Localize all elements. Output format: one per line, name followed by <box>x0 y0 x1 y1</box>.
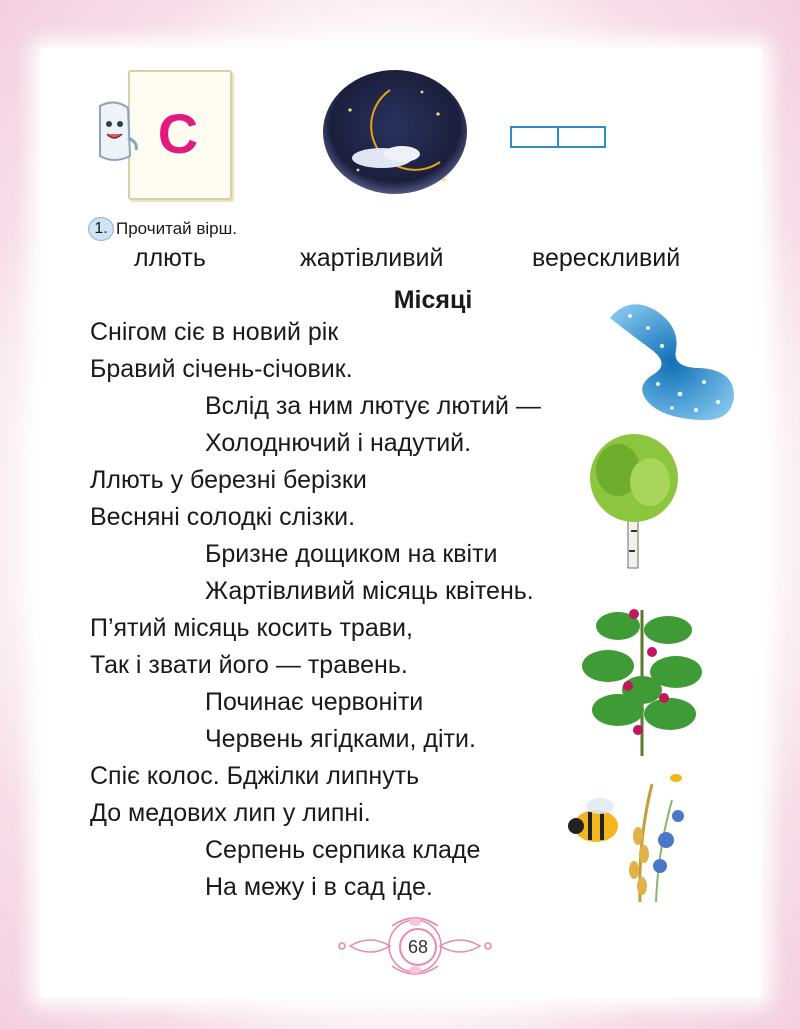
scheme-cell <box>559 126 606 148</box>
poem-line: До медових лип у липні. <box>90 799 371 827</box>
poem-line: Червень ягідками, діти. <box>205 725 476 753</box>
poem-line: Спіє колос. Бджілки липнуть <box>90 762 420 790</box>
task-number-badge: 1. <box>88 217 114 241</box>
page-number: 68 <box>399 928 437 966</box>
word-scheme <box>510 126 606 146</box>
poem-line: Бравий січень-січовик. <box>90 355 353 383</box>
poem-line: Серпень серпика кладе <box>205 836 481 864</box>
poem-line: Весняні солодкі слізки. <box>90 503 356 531</box>
poem-line: Так і звати його — травень. <box>90 651 408 679</box>
vocab-word: ллють <box>134 244 206 272</box>
letter-s: С <box>157 102 199 165</box>
poem-line: Снігом сіє в новий рік <box>90 318 339 346</box>
raspberry-bush-icon <box>578 590 706 758</box>
poem-line: Холоднючий і надутий. <box>205 429 472 457</box>
vocab-word: жартівливий <box>300 244 444 272</box>
poem-line: На межу і в сад іде. <box>205 873 433 901</box>
task-instruction <box>88 217 237 241</box>
page-number-ornament <box>330 912 500 980</box>
scroll-mascot-icon <box>90 98 140 168</box>
poem-line: Бризне дощиком на квіти <box>205 540 498 568</box>
crescent-moon-icon <box>320 70 470 200</box>
poem-line: Вслід за ним лютує лютий — <box>205 392 541 420</box>
letter-card <box>90 70 240 200</box>
poem-line: П’ятий місяць косить трави, <box>90 614 413 642</box>
poem-line: Жартівливий місяць квітень. <box>205 577 534 605</box>
poem-line: Ллють у березні берізки <box>90 466 367 494</box>
birch-tree-icon <box>584 430 684 570</box>
poem-line: Починає червоніти <box>205 688 424 716</box>
poem-title: Місяці <box>393 286 473 314</box>
task-text: Прочитай вірш. <box>116 219 238 238</box>
bee-and-wheat-icon <box>560 770 710 906</box>
scheme-cell <box>510 126 559 148</box>
snowflake-swirl-icon <box>600 298 740 426</box>
vocab-word: верескливий <box>532 244 681 272</box>
